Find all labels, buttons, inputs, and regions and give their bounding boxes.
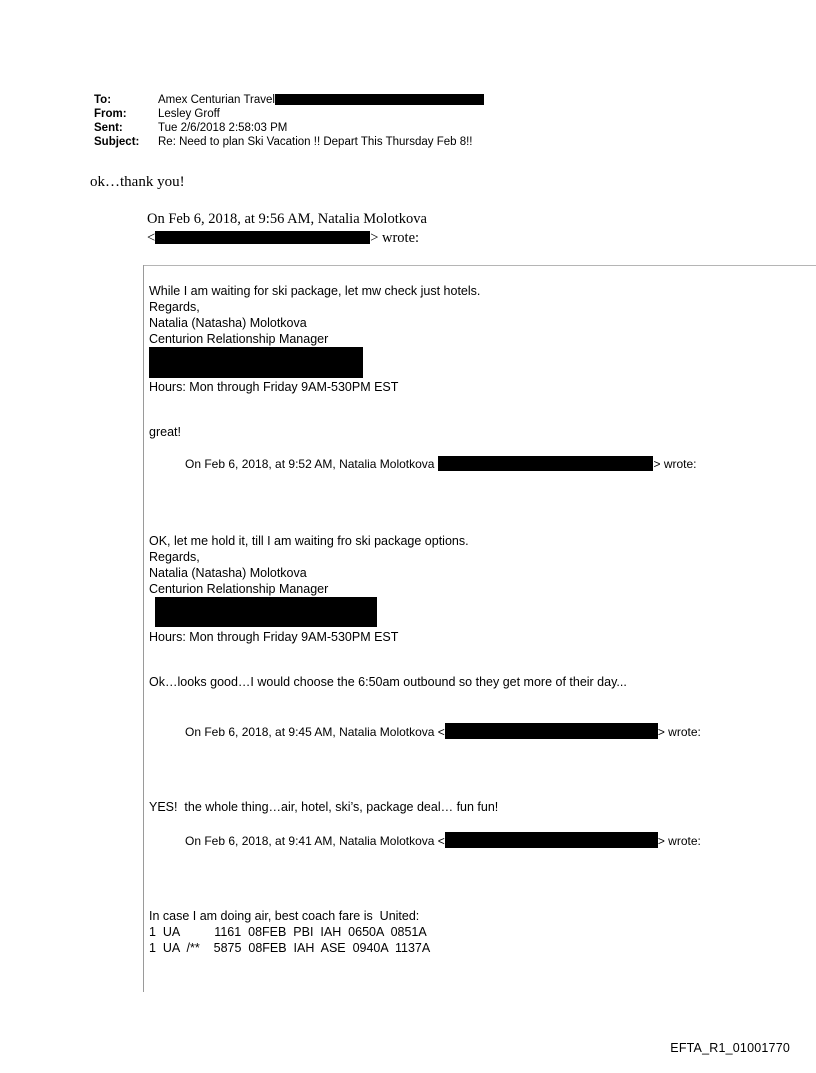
quote-4-intro: [185, 832, 701, 848]
to-recipient-text: Amex Centurian Travel: [158, 94, 275, 106]
message-3-sender-name: Natalia (Natasha) Molotkova: [149, 566, 307, 580]
message-3-body: OK, let me hold it, till I am waiting fro ski package options.: [149, 534, 469, 548]
quote-vertical-rule: [143, 265, 144, 992]
header-row-to: [94, 93, 734, 107]
header-row-subject: [94, 135, 734, 149]
email-header: [94, 93, 734, 149]
quote-divider-line: [143, 265, 816, 266]
message-6-itinerary-line-2: 1 UA /** 5875 08FEB IAH ASE 0940A 1137A: [149, 941, 431, 955]
redaction-bar-email-4: [445, 832, 658, 848]
reply-body-text: ok…thank you!: [90, 174, 185, 190]
bates-number: EFTA_R1_01001770: [670, 1041, 790, 1055]
message-1-signoff: Regards,: [149, 300, 200, 314]
message-2-body: great!: [149, 425, 181, 439]
header-label-from: From:: [94, 108, 127, 120]
message-3-hours: Hours: Mon through Friday 9AM-530PM EST: [149, 630, 399, 644]
message-1-sender-name: Natalia (Natasha) Molotkova: [149, 316, 307, 330]
header-value-sent: Tue 2/6/2018 2:58:03 PM: [158, 122, 288, 134]
redaction-bar-contact-1: [149, 347, 363, 378]
header-row-from: [94, 107, 734, 121]
message-6-itinerary-line-1: 1 UA 1161 08FEB PBI IAH 0650A 0851A: [149, 925, 427, 939]
header-value-to: [158, 93, 484, 107]
header-value-from: Lesley Groff: [158, 108, 220, 120]
header-label-to: To:: [94, 94, 112, 106]
header-label-subject: Subject:: [94, 136, 140, 148]
header-label-sent: Sent:: [94, 122, 123, 134]
quote-2-wrote: > wrote:: [653, 457, 697, 471]
quote-3-intro-text: On Feb 6, 2018, at 9:45 AM, Natalia Molotkova <: [185, 725, 445, 739]
quote-4-wrote: > wrote:: [657, 834, 701, 848]
message-6-body: In case I am doing air, best coach fare is United:: [149, 909, 420, 923]
quote-2-intro: [185, 456, 697, 471]
redaction-bar-to: [275, 94, 484, 105]
message-1-body: While I am waiting for ski package, let mw check just hotels.: [149, 284, 481, 298]
redaction-bar-email-1: [155, 231, 370, 244]
quote-3-wrote: > wrote:: [657, 725, 701, 739]
quote-1-wrote: > wrote:: [370, 230, 420, 246]
message-5-body: YES! the whole thing…air, hotel, ski’s, package deal… fun fun!: [149, 800, 499, 814]
quote-1-angle-open: <: [147, 230, 156, 246]
redaction-bar-contact-2: [155, 597, 377, 627]
quote-2-intro-text: On Feb 6, 2018, at 9:52 AM, Natalia Molotkova: [185, 457, 435, 471]
message-1-sender-title: Centurion Relationship Manager: [149, 332, 329, 346]
header-row-sent: [94, 121, 734, 135]
quote-3-intro: [185, 723, 701, 739]
redaction-bar-email-3: [445, 723, 658, 739]
message-1-hours: Hours: Mon through Friday 9AM-530PM EST: [149, 380, 399, 394]
message-4-body: Ok…looks good…I would choose the 6:50am outbound so they get more of their day...: [149, 675, 627, 689]
quote-4-intro-text: On Feb 6, 2018, at 9:41 AM, Natalia Molotkova <: [185, 834, 445, 848]
quote-1-intro-line2: [147, 230, 419, 247]
header-value-subject: Re: Need to plan Ski Vacation !! Depart This Thursday Feb 8!!: [158, 136, 473, 148]
quote-1-intro-line1: On Feb 6, 2018, at 9:56 AM, Natalia Molotkova: [147, 211, 427, 227]
redaction-bar-email-2: [438, 456, 653, 471]
message-3-sender-title: Centurion Relationship Manager: [149, 582, 329, 596]
message-3-signoff: Regards,: [149, 550, 200, 564]
